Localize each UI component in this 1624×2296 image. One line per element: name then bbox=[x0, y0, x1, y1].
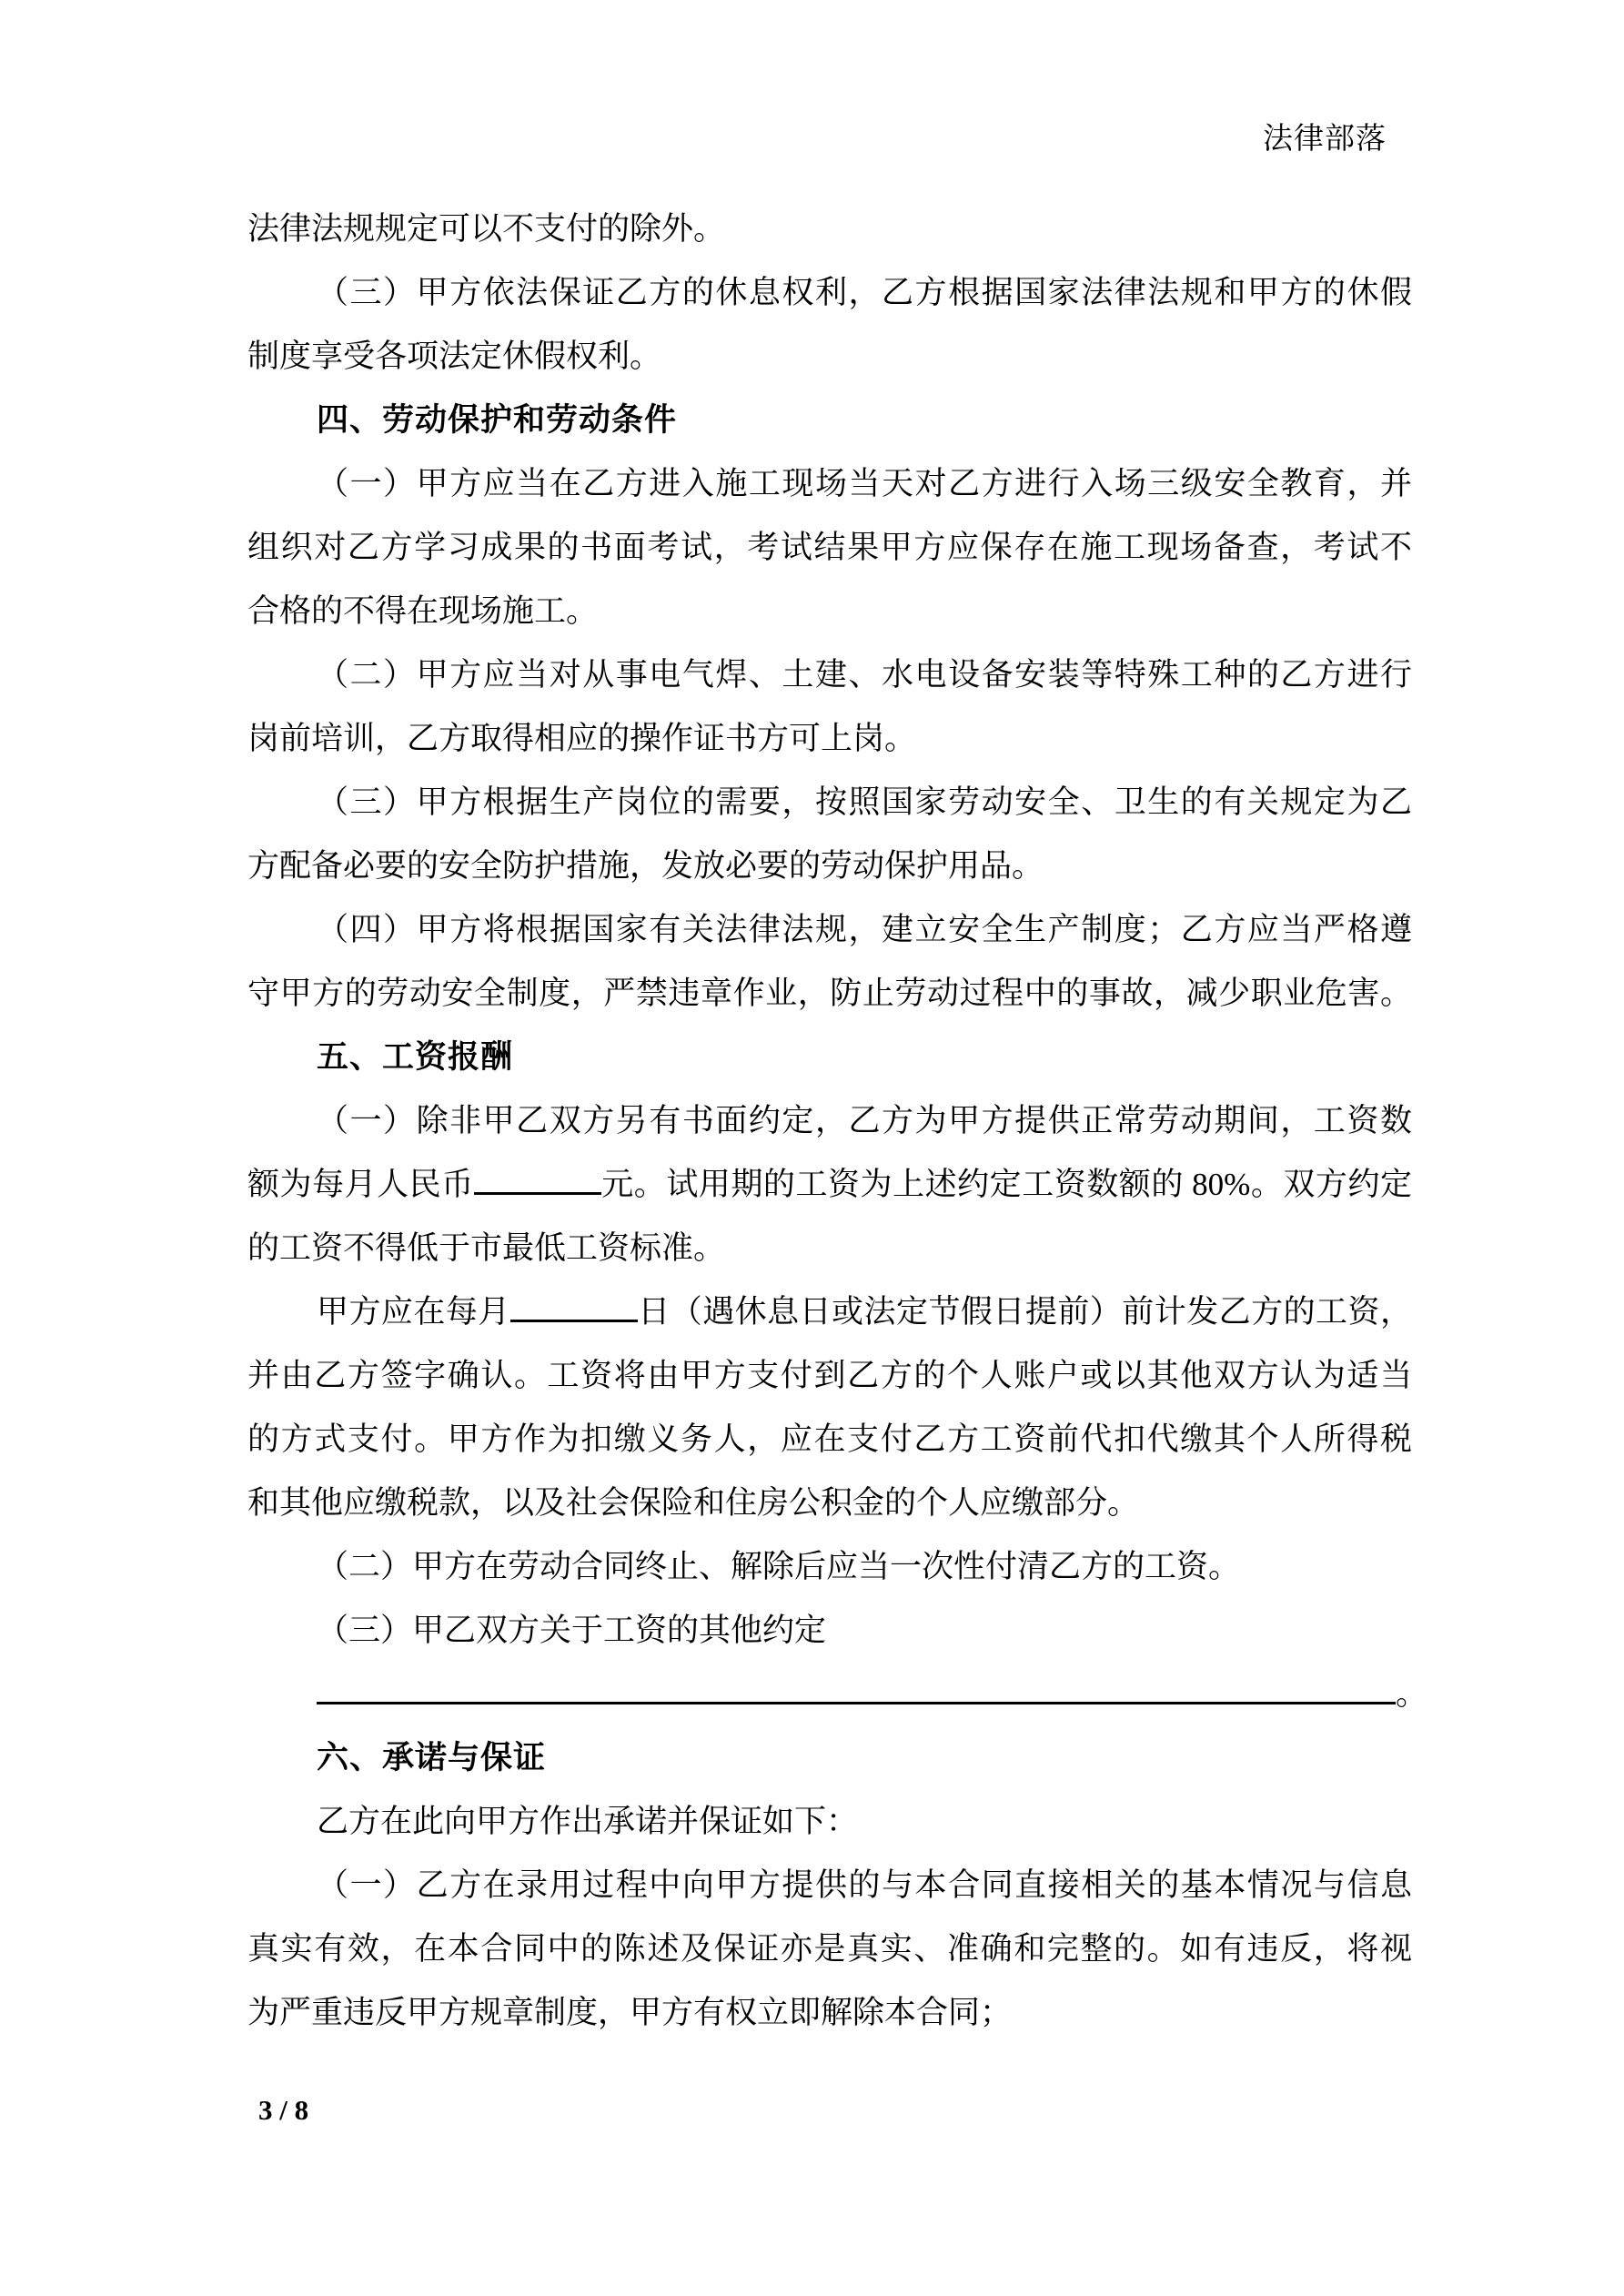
clause-continuation bbox=[247, 1153, 1412, 1217]
blank-fill-line bbox=[510, 1314, 638, 1322]
text-run: 制度享受各项法定休假权利。 bbox=[247, 339, 662, 374]
text-run: 真实有效，在本合同中的陈述及保证亦是真实、准确和完整的。如有违反，将视 bbox=[247, 1931, 1412, 1967]
clause-item bbox=[247, 1089, 1412, 1153]
text-run: 岗前培训，乙方取得相应的操作证书方可上岗。 bbox=[247, 721, 917, 756]
text-run: 的方式支付。甲方作为扣缴义务人，应在支付乙方工资前代扣代缴其个人所得税 bbox=[247, 1421, 1412, 1457]
clause-item bbox=[247, 898, 1412, 962]
contract-body bbox=[247, 197, 1428, 2045]
text-run: 组织对乙方学习成果的书面考试，考试结果甲方应保存在施工现场备查，考试不 bbox=[247, 530, 1412, 565]
blank-fill-row bbox=[247, 1663, 1428, 1726]
text-run: 六、承诺与保证 bbox=[317, 1740, 547, 1775]
text-run: 日（遇休息日或法定节假日提前）前计发乙方的工资， bbox=[637, 1294, 1412, 1330]
text-run: （二）甲方应当对从事电气焊、土建、水电设备安装等特殊工种的乙方进行 bbox=[317, 657, 1412, 693]
text-run: 乙方在此向甲方作出承诺并保证如下： bbox=[317, 1804, 859, 1839]
text-run: 为严重违反甲方规章制度，甲方有权立即解除本合同； bbox=[247, 1995, 1013, 2030]
clause-item bbox=[247, 771, 1412, 834]
text-run: 额为每月人民币 bbox=[247, 1167, 474, 1202]
clause-continuation bbox=[247, 1981, 1412, 2045]
clause-item bbox=[247, 1599, 1412, 1663]
text-run: 合格的不得在现场施工。 bbox=[247, 593, 599, 629]
text-run: （一）除非甲乙双方另有书面约定，乙方为甲方提供正常劳动期间，工资数 bbox=[317, 1103, 1412, 1138]
clause-continuation bbox=[247, 1917, 1412, 1981]
clause-continuation bbox=[247, 962, 1412, 1026]
header-watermark: 法律部落 bbox=[1263, 121, 1387, 155]
text-run: 甲方应在每月 bbox=[317, 1294, 510, 1330]
clause-continuation bbox=[247, 1344, 1412, 1408]
text-run: （三）甲乙双方关于工资的其他约定 bbox=[317, 1613, 827, 1648]
clause-intro bbox=[247, 1790, 1412, 1854]
text-run: 和其他应缴税款，以及社会保险和住房公积金的个人应缴部分。 bbox=[247, 1485, 1140, 1521]
text-run: （三）甲方依法保证乙方的休息权利，乙方根据国家法律法规和甲方的休假 bbox=[317, 275, 1412, 310]
clause-continuation bbox=[247, 516, 1412, 580]
text-run: 并由乙方签字确认。工资将由甲方支付到乙方的个人账户或以其他双方认为适当 bbox=[247, 1358, 1412, 1393]
clause-continuation bbox=[247, 1408, 1412, 1472]
clause-continuation bbox=[247, 1472, 1412, 1535]
text-run: 。 bbox=[1396, 1676, 1428, 1712]
clause-continuation bbox=[247, 707, 1412, 771]
text-run: 五、工资报酬 bbox=[317, 1039, 514, 1075]
blank-fill-line bbox=[474, 1187, 601, 1195]
section-heading-6 bbox=[247, 1726, 1412, 1790]
clause-item bbox=[247, 452, 1412, 516]
clause-item bbox=[247, 1280, 1412, 1344]
clause-item bbox=[247, 261, 1412, 325]
text-run: 法律法规规定可以不支付的除外。 bbox=[247, 211, 726, 247]
section-heading-5 bbox=[247, 1026, 1412, 1089]
clause-continuation bbox=[247, 325, 1412, 389]
clause-item bbox=[247, 643, 1412, 707]
clause-item bbox=[247, 1535, 1412, 1599]
text-run: （四）甲方将根据国家有关法律法规，建立安全生产制度；乙方应当严格遵 bbox=[317, 912, 1412, 947]
blank-fill-line bbox=[317, 1696, 1396, 1704]
text-run: 的工资不得低于市最低工资标准。 bbox=[247, 1230, 726, 1266]
text-run: （三）甲方根据生产岗位的需要，按照国家劳动安全、卫生的有关规定为乙 bbox=[317, 784, 1412, 820]
clause-continuation bbox=[247, 580, 1412, 643]
text-run: （一）乙方在录用过程中向甲方提供的与本合同直接相关的基本情况与信息 bbox=[317, 1867, 1412, 1903]
clause-continuation bbox=[247, 1217, 1412, 1280]
text-run: 守甲方的劳动安全制度，严禁违章作业，防止劳动过程中的事故，减少职业危害。 bbox=[247, 976, 1412, 1011]
page-number: 3 / 8 bbox=[258, 2094, 309, 2126]
section-heading-4 bbox=[247, 389, 1412, 452]
clause-item bbox=[247, 1854, 1412, 1917]
text-run: （一）甲方应当在乙方进入施工现场当天对乙方进行入场三级安全教育，并 bbox=[317, 466, 1412, 501]
clause-continuation bbox=[247, 834, 1412, 898]
text-run: 方配备必要的安全防护措施，发放必要的劳动保护用品。 bbox=[247, 848, 1044, 884]
text-run: 元。试用期的工资为上述约定工资数额的 80%。双方约定 bbox=[600, 1167, 1412, 1202]
text-run: 四、劳动保护和劳动条件 bbox=[317, 402, 678, 438]
clause-continuation bbox=[247, 197, 1412, 261]
text-run: （二）甲方在劳动合同终止、解除后应当一次性付清乙方的工资。 bbox=[317, 1549, 1241, 1584]
